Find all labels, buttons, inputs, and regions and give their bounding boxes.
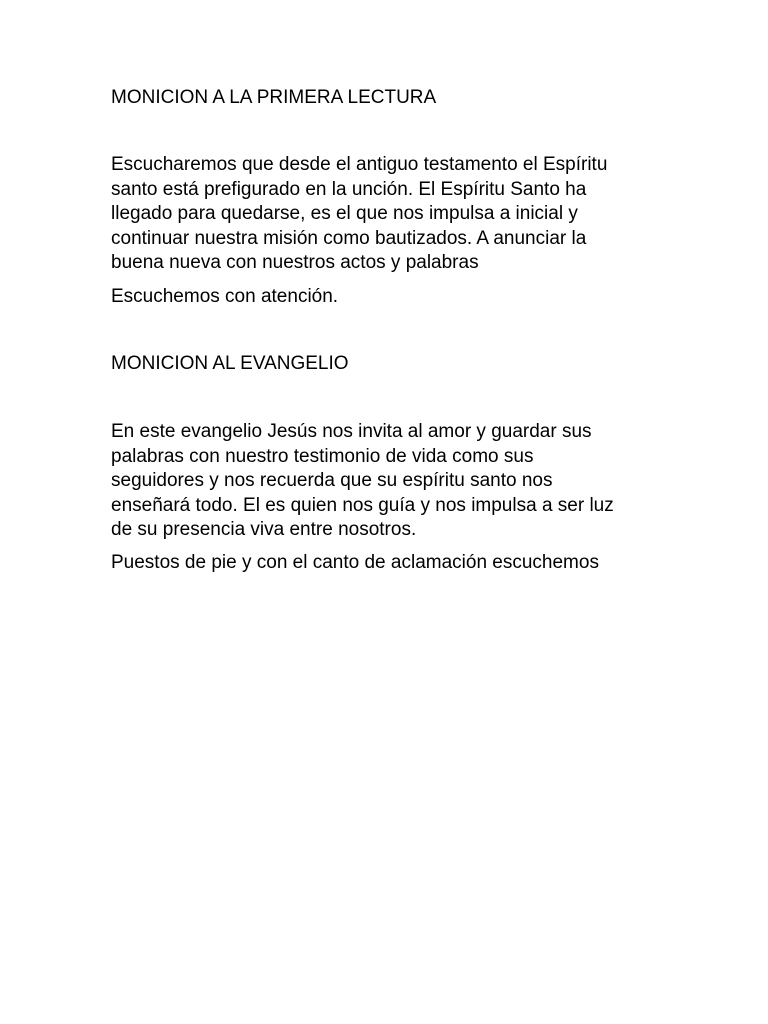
section-2-paragraph: [111, 420, 671, 543]
section-2-closing: Puestos de pie y con el canto de aclamación escuchemos: [111, 552, 599, 573]
paragraph-line: de su presencia viva entre nosotros.: [111, 519, 417, 540]
section-1-heading: MONICION A LA PRIMERA LECTURA: [111, 87, 437, 108]
paragraph-line: buena nueva con nuestros actos y palabras: [111, 252, 479, 273]
paragraph-line: enseñará todo. El es quien nos guía y nos impulsa a ser luz: [111, 494, 614, 516]
paragraph-line: palabras con nuestro testimonio de vida como sus: [111, 445, 534, 467]
section-1-closing: Escuchemos con atención.: [111, 286, 339, 307]
paragraph-line: santo está prefigurado en la unción. El Espíritu Santo ha: [111, 178, 587, 200]
paragraph-line: seguidores y nos recuerda que su espíritu santo nos: [111, 470, 553, 491]
paragraph-line: Escucharemos que desde el antiguo testamento el Espíritu: [111, 154, 608, 175]
paragraph-line: continuar nuestra misión como bautizados. A anunciar la: [111, 227, 587, 249]
paragraph-line: llegado para quedarse, es el que nos impulsa a inicial y: [111, 203, 578, 224]
paragraph-line: En este evangelio Jesús nos invita al amor y guardar sus: [111, 421, 592, 442]
section-2-heading: MONICION AL EVANGELIO: [111, 353, 349, 374]
section-1-paragraph: [111, 153, 671, 276]
